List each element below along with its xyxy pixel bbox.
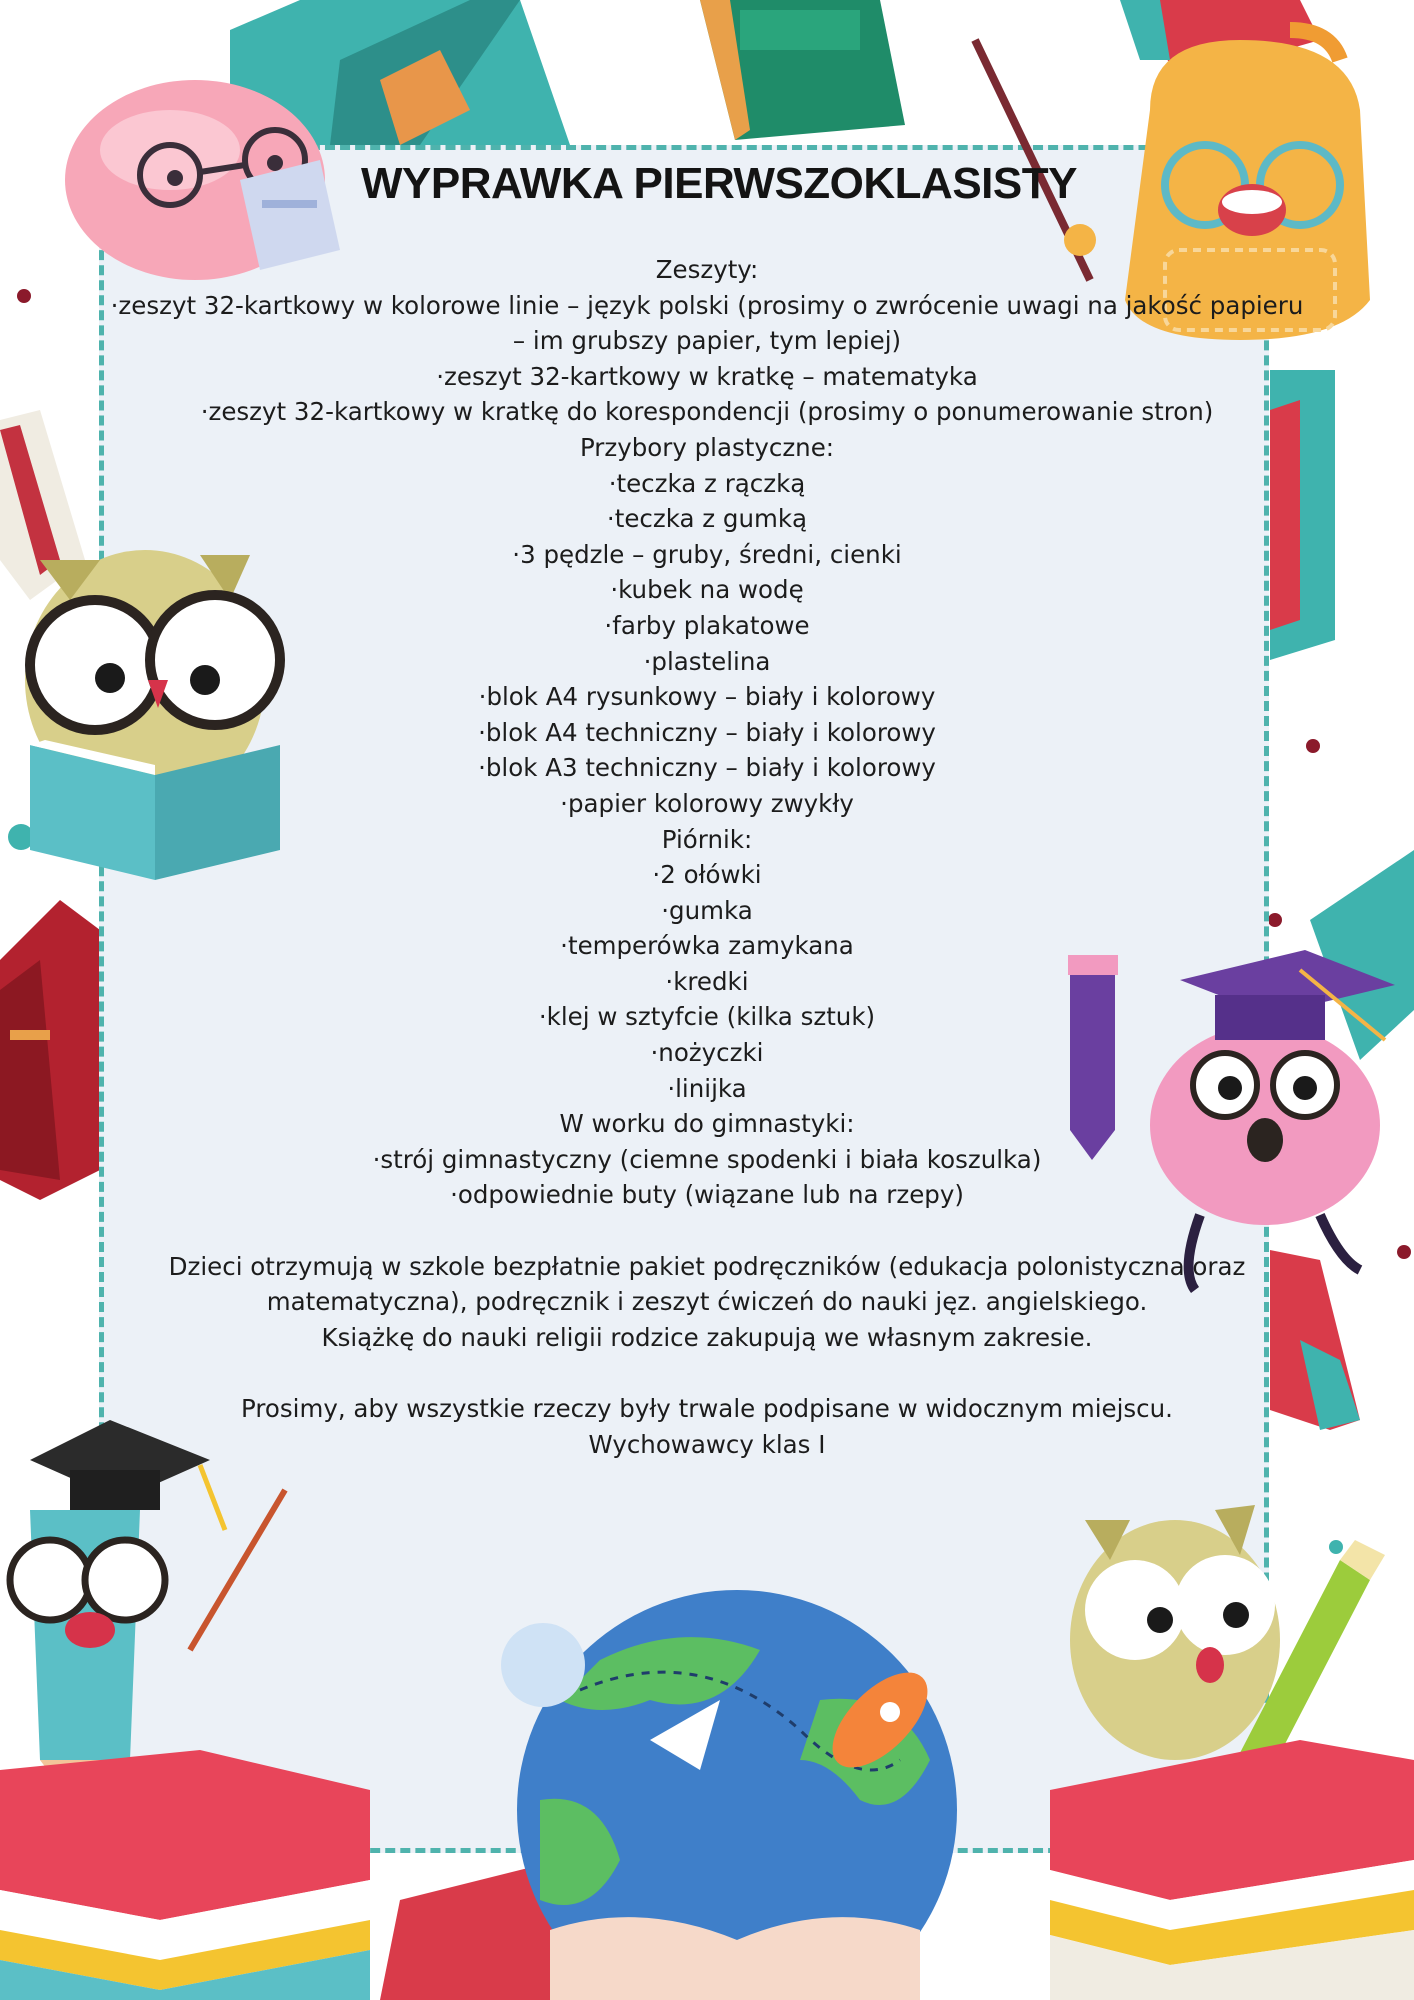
list-item: ·zeszyt 32-kartkowy w kolorowe linie – język polski (prosimy o zwrócenie uwagi na jakość papieru [110,290,1304,320]
list-item: ·kubek na wodę [610,575,804,605]
spacer [60,1355,1354,1391]
list-item: ·linijka [667,1073,747,1103]
signature: Wychowawcy klas I [588,1429,826,1459]
section-heading-gimnastyka: W worku do gimnastyki: [559,1109,855,1139]
list-item: ·papier kolorowy zwykły [560,788,854,818]
page-title: WYPRAWKA PIERWSZOKLASISTY [361,159,1077,208]
info-text: Dzieci otrzymują w szkole bezpłatnie pakiet podręczników (edukacja polonistyczna oraz [168,1251,1246,1281]
book-stack-icon [1050,1740,1414,2000]
list-item: ·blok A3 techniczny – biały i kolorowy [478,753,936,783]
list-item: ·zeszyt 32-kartkowy w kratkę – matematyka [436,361,978,391]
list-item: ·2 ołówki [652,860,762,890]
list-item: ·gumka [661,895,753,925]
list-item: ·farby plakatowe [604,610,810,640]
list-item: ·strój gimnastyczny (ciemne spodenki i biała koszulka) [372,1144,1042,1174]
content [60,160,1354,1462]
info-text: matematyczna), podręcznik i zeszyt ćwiczeń do nauki jęz. angielskiego. [266,1287,1148,1317]
section-heading-piornik: Piórnik: [661,824,753,854]
list-item: ·3 pędzle – gruby, średni, cienki [512,539,902,569]
list-item: ·temperówka zamykana [560,931,854,961]
closing-text: Prosimy, aby wszystkie rzeczy były trwale podpisane w widocznym miejscu. [241,1394,1173,1423]
book-stack-icon [0,1750,370,2000]
info-text: Książkę do nauki religii rodzice zakupują we własnym zakresie. [321,1322,1093,1352]
spacer [60,1213,1354,1249]
list-item: ·blok A4 rysunkowy – biały i kolorowy [478,682,936,712]
list-item: ·odpowiednie buty (wiązane lub na rzepy) [450,1180,964,1210]
list-item: – im grubszy papier, tym lepiej) [512,326,902,356]
list-item: ·blok A4 techniczny – biały i kolorowy [478,717,936,747]
list-item: ·plastelina [643,646,771,676]
list-item: ·teczka z rączką [608,468,806,498]
list-item: ·teczka z gumką [606,504,808,534]
section-heading-zeszyty: Zeszyty: [655,255,759,284]
list-item: ·kredki [665,966,749,996]
list-item: ·zeszyt 32-kartkowy w kratkę do korespondencji (prosimy o ponumerowanie stron) [200,397,1214,427]
section-heading-przybory: Przybory plastyczne: [579,432,835,462]
list-item: ·klej w sztyfcie (kilka sztuk) [538,1002,876,1032]
list-item: ·nożyczki [650,1038,764,1068]
